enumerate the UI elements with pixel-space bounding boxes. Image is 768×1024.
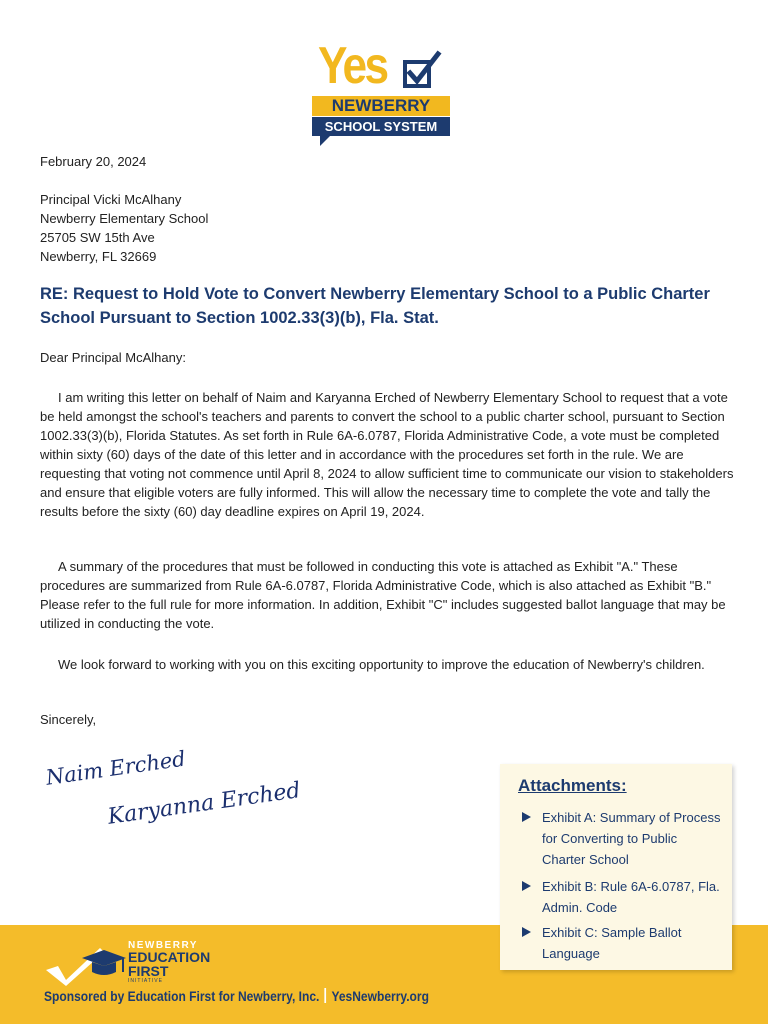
attachment-label: Exhibit B: Rule 6A-6.0787, Fla. Admin. Code <box>542 879 720 915</box>
salutation: Dear Principal McAlhany: <box>40 350 186 365</box>
attachments-title: Attachments: <box>518 776 627 795</box>
attachment-item <box>522 807 722 870</box>
address-line: 25705 SW 15th Ave <box>40 230 155 245</box>
yes-newberry-logo <box>312 37 454 150</box>
checkbox-check-icon <box>402 50 442 90</box>
education-first-logo <box>42 940 242 990</box>
logo-speech-tail <box>320 136 330 146</box>
triangle-bullet-icon <box>522 812 531 822</box>
attachment-item <box>522 876 722 918</box>
recipient-address <box>40 190 208 266</box>
footer-logo-education: EDUCATION <box>128 949 211 965</box>
closing: Sincerely, <box>40 712 97 727</box>
logo-school-system: SCHOOL SYSTEM <box>312 117 450 136</box>
triangle-bullet-icon <box>522 881 531 891</box>
signature-naim: Naim Erched <box>44 746 188 790</box>
sponsor-text: Sponsored by Education First for Newberry, Inc. <box>44 988 320 1004</box>
attachment-item <box>522 922 722 964</box>
letter-date: February 20, 2024 <box>40 154 147 169</box>
logo-newberry: NEWBERRY <box>312 96 450 116</box>
attachments-box <box>500 764 732 970</box>
attachment-label: Exhibit C: Sample Ballot Language <box>542 925 682 961</box>
body-paragraph: I am writing this letter on behalf of Naim and Karyanna Erched of Newberry Elementary School to request that a vote be held amongst the school's teachers and parents to convert the school to a public charter school, pursuant to Section 1002.33(3)(b), Florida Statutes. As set forth in Rule 6A-6.0787, Florida Administrative Code, a vote must be completed within sixty (60) days of the date of this letter and in accordance with the procedures set forth in the rule. We are requesting that voting not commence until April 8, 2024 to allow sufficient time to communicate our vision to stakeholders and ensure that eligible voters are fully informed. This will allow the necessary time to complete the vote and tally the results before the sixty (60) day deadline expires on April 19, 2024. <box>40 390 734 519</box>
address-line: Newberry, FL 32669 <box>40 249 157 264</box>
body-paragraph: A summary of the procedures that must be followed in conducting this vote is attached as Exhibit "A." These procedures are summarized from Rule 6A-6.0787, Florida Administrative Code, which is also attached as Exhibit "B." Please refer to the full rule for more information. In addition, Exhibit "C" includes suggested ballot language that may be utilized in conducting the vote. <box>40 559 726 631</box>
logo-yes-text: Yes <box>318 37 387 95</box>
footer-logo-newberry: NEWBERRY <box>128 940 198 951</box>
body-paragraph: We look forward to working with you on this exciting opportunity to improve the education of Newberry's children. <box>58 657 705 672</box>
divider <box>325 988 327 1003</box>
address-line: Newberry Elementary School <box>40 211 209 226</box>
subject-heading: RE: Request to Hold Vote to Convert Newberry Elementary School to a Public Charter School Pursuant to Section 1002.33(3)(b), Fla. Stat. <box>40 285 710 327</box>
signature-karyanna: Karyanna Erched <box>106 778 303 830</box>
address-line: Principal Vicki McAlhany <box>40 192 182 207</box>
sponsor-line <box>44 988 429 1004</box>
attachment-label: Exhibit A: Summary of Process for Converting to Public Charter School <box>542 810 721 867</box>
footer-logo-first: FIRST <box>128 963 169 979</box>
website-link[interactable]: YesNewberry.org <box>331 988 429 1004</box>
footer-logo-initiative: INITIATIVE <box>128 978 163 984</box>
graduation-cap-check-icon <box>42 944 126 986</box>
triangle-bullet-icon <box>522 927 531 937</box>
